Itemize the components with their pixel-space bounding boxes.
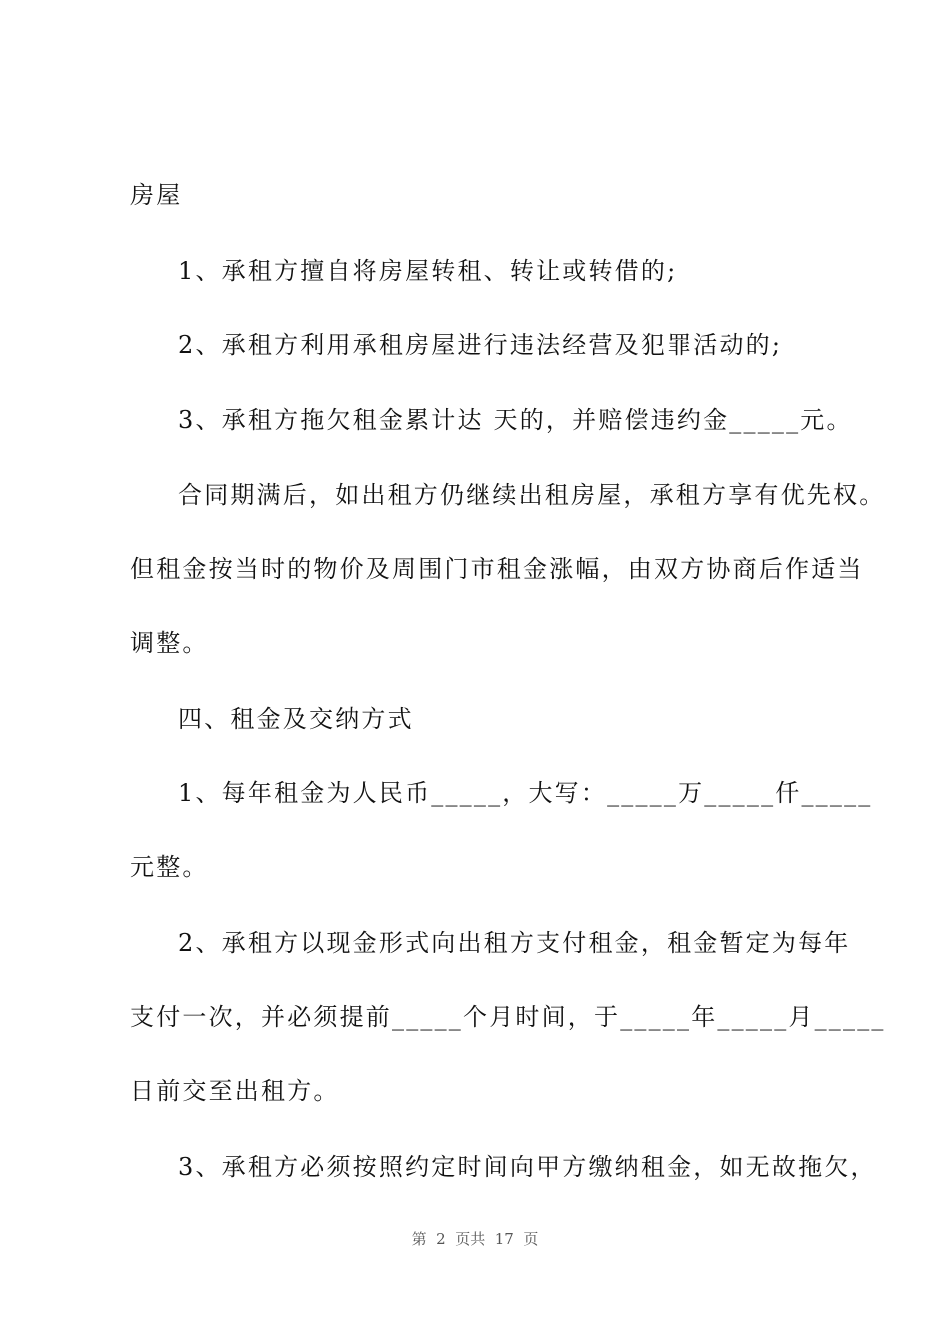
page-footer: 第 2 页共 17 页 (411, 1230, 539, 1248)
text-line: 调整。 (130, 629, 209, 657)
section-heading: 四、租金及交纳方式 (178, 705, 414, 733)
text-line: 日前交至出租方。 (130, 1077, 340, 1105)
text-line: 2、承租方以现金形式向出租方支付租金，租金暂定为每年 (178, 929, 851, 957)
text-line: 3、承租方拖欠租金累计达 天的，并赔偿违约金_____元。 (178, 406, 853, 434)
text-line: 但租金按当时的物价及周围门市租金涨幅，由双方协商后作适当 (130, 555, 864, 583)
text-line: 元整。 (130, 853, 209, 881)
text-line: 1、承租方擅自将房屋转租、转让或转借的; (178, 257, 678, 285)
text-line: 2、承租方利用承租房屋进行违法经营及犯罪活动的; (178, 331, 783, 359)
text-line: 房屋 (130, 181, 183, 209)
text-line: 支付一次，并必须提前_____个月时间，于_____年_____月_____ (130, 1003, 886, 1031)
text-line: 1、每年租金为人民币_____，大写：_____万_____仟_____ (178, 779, 873, 807)
text-line: 合同期满后，如出租方仍继续出租房屋，承租方享有优先权。 (178, 481, 886, 509)
text-line: 3、承租方必须按照约定时间向甲方缴纳租金，如无故拖欠， (178, 1153, 877, 1181)
